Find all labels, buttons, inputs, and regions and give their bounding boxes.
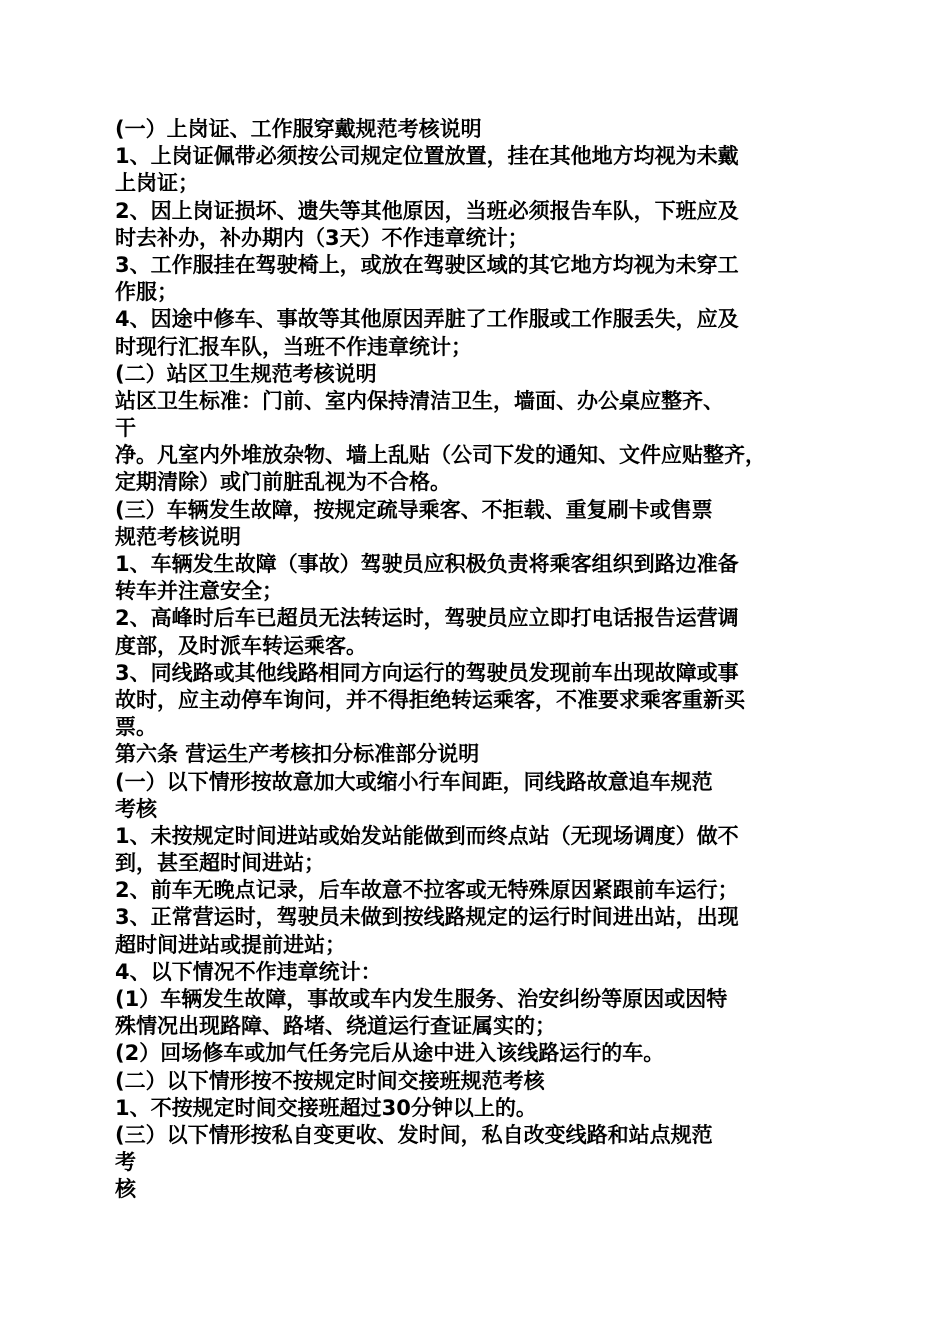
text-line: 超时间进站或提前进站； [115,932,346,957]
text-line: 殊情况出现路障、路堵、绕道运行查证属实的； [115,1014,556,1039]
text-line: 上岗证； [115,171,199,196]
section-heading-2: (二）以下情形按不按规定时间交接班规范考核 [115,1068,545,1093]
text-line: 定期清除）或门前脏乱视为不合格。 [115,470,451,495]
text-line: 度部，及时派车转运乘客。 [115,633,367,658]
text-line: 2、高峰时后车已超员无法转运时，驾驶员应立即打电话报告运营调 [115,606,739,631]
section-heading-1: (一）以下情形按故意加大或缩小行车间距，同线路故意追车规范 [115,769,713,794]
text-line: 干 [115,416,136,441]
text-line: 3、工作服挂在驾驶椅上，或放在驾驶区域的其它地方均视为未穿工 [115,252,739,277]
text-line: 规范考核说明 [115,524,241,549]
text-line: 到，甚至超时间进站； [115,851,325,876]
text-line: 站区卫生标准：门前、室内保持清洁卫生，墙面、办公桌应整齐、 [115,388,724,413]
text-line: 核 [115,1177,136,1202]
text-line: 时现行汇报车队，当班不作违章统计； [115,334,472,359]
text-line: (1）车辆发生故障，事故或车内发生服务、治安纠纷等原因或因特 [115,987,728,1011]
text-line: 考 [115,1150,136,1175]
document-body [115,116,840,1204]
text-line: 4、因途中修车、事故等其他原因弄脏了工作服或工作服丢失，应及 [115,307,739,332]
article-heading: 第六条 营运生产考核扣分标准部分说明 [115,742,480,767]
text-line: 故时，应主动停车询问，并不得拒绝转运乘客，不准要求乘客重新买 [115,687,745,712]
text-line: 作服； [115,280,178,305]
text-line: 1、上岗证佩带必须按公司规定位置放置，挂在其他地方均视为未戴 [115,144,739,169]
text-line: 转车并注意安全； [115,579,283,604]
text-line: (2）回场修车或加气任务完后从途中进入该线路运行的车。 [115,1041,665,1066]
text-line: 1、不按规定时间交接班超过30分钟以上的。 [115,1095,537,1120]
section-heading-2: (二）站区卫生规范考核说明 [115,361,377,386]
text-line: 2、前车无晚点记录，后车故意不拉客或无特殊原因紧跟前车运行； [115,878,739,903]
section-heading-1: (一）上岗证、工作服穿戴规范考核说明 [115,117,482,141]
text-line: 3、同线路或其他线路相同方向运行的驾驶员发现前车出现故障或事 [115,660,739,685]
text-line: 净。凡室内外堆放杂物、墙上乱贴（公司下发的通知、文件应贴整齐， [115,443,766,468]
section-heading-3: (三）车辆发生故障，按规定疏导乘客、不拒载、重复刷卡或售票 [115,497,713,522]
text-line: 票。 [115,715,157,740]
section-heading-3: (三）以下情形按私自变更收、发时间，私自改变线路和站点规范 [115,1122,713,1147]
text-line: 2、因上岗证损坏、遗失等其他原因，当班必须报告车队，下班应及 [115,198,739,223]
text-line: 时去补办，补办期内（3天）不作违章统计； [115,225,529,250]
text-line: 1、车辆发生故障（事故）驾驶员应积极负责将乘客组织到路边准备 [115,552,739,576]
text-line: 3、正常营运时，驾驶员未做到按线路规定的运行时间进出站，出现 [115,905,739,930]
text-line: 1、未按规定时间进站或始发站能做到而终点站（无现场调度）做不 [115,823,739,848]
text-line: 4、以下情况不作违章统计： [115,959,382,984]
text-line: 考核 [115,796,157,821]
